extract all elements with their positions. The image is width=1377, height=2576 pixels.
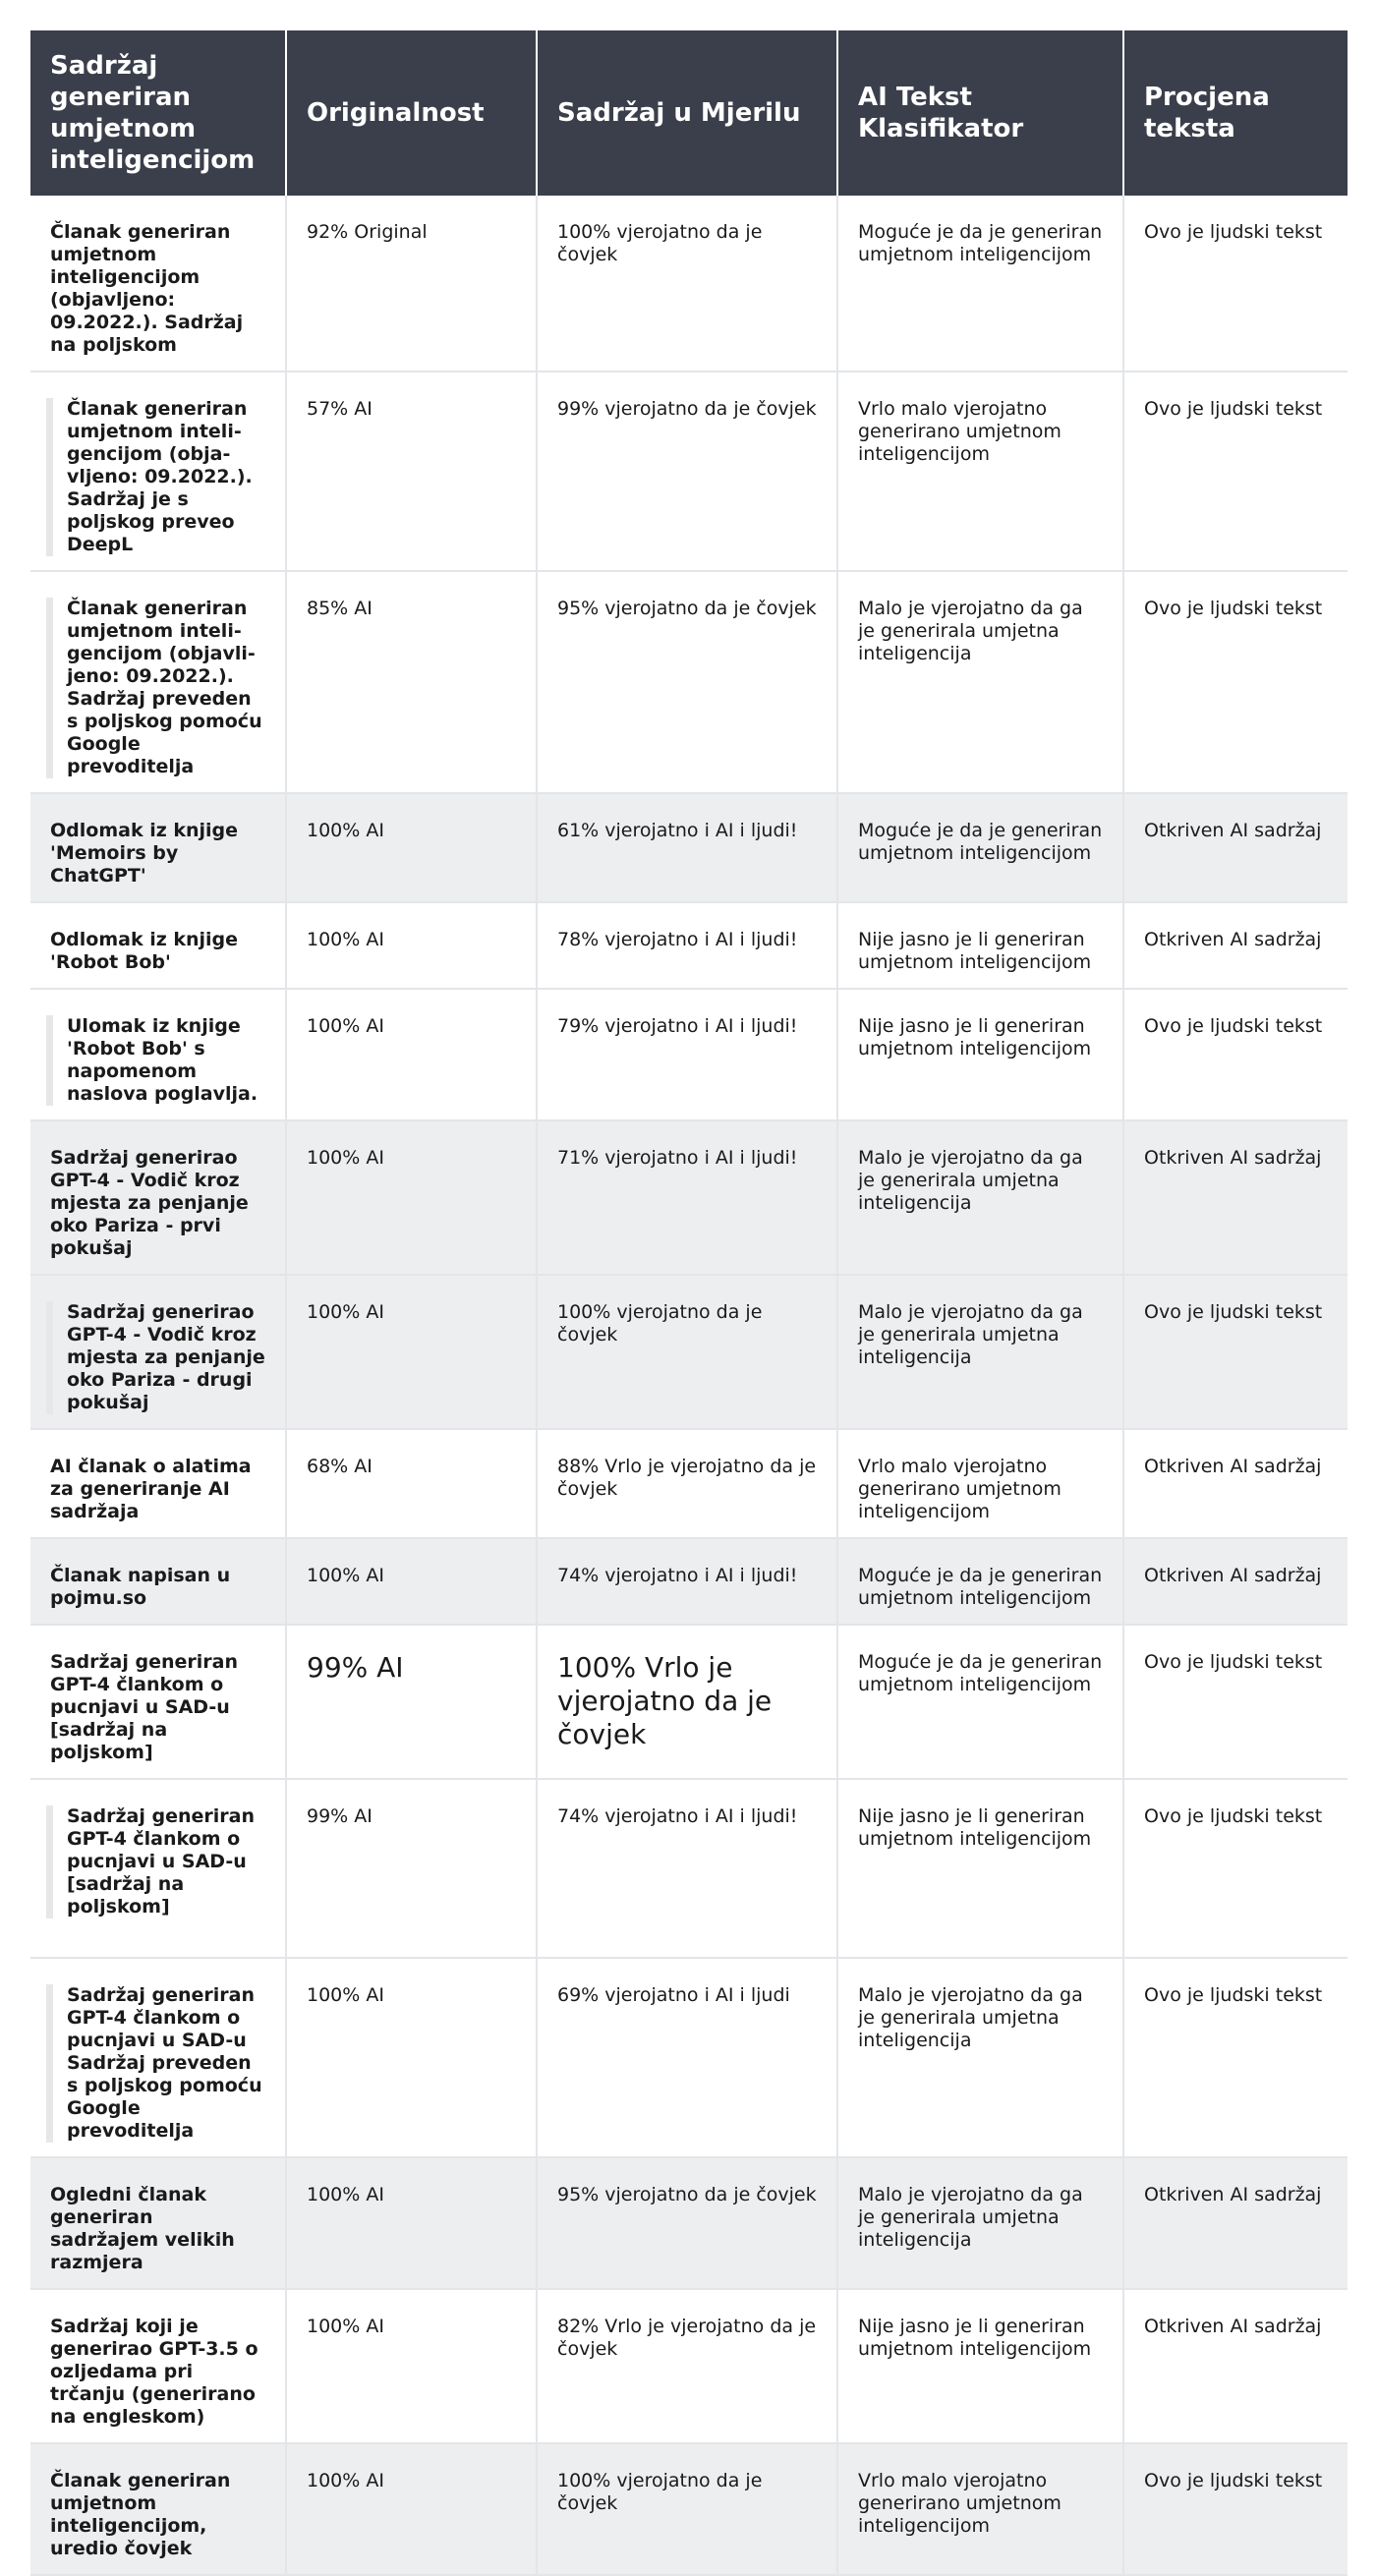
cell-classifier: Malo je vjerojatno da ga je generirala umjetna inteligencija: [837, 2157, 1123, 2289]
header-originality: Originalnost: [286, 30, 537, 196]
cell-classifier: Malo je vjerojatno da ga je generirala umjetna inteligencija: [837, 1120, 1123, 1275]
cell-content: [30, 1958, 286, 2157]
cell-classifier: Moguće je da je generiran umjetnom inteligencijom: [837, 196, 1123, 372]
header-row: [30, 30, 1348, 196]
table-body: [30, 196, 1348, 2575]
table-row: [30, 571, 1348, 793]
cell-originality: 99% AI: [286, 1625, 537, 1779]
cell-classifier: Moguće je da je generiran umjetnom inteligencijom: [837, 793, 1123, 902]
cell-assessment: Ovo je ljudski tekst: [1123, 196, 1348, 372]
cell-assessment: Ovo je ljudski tekst: [1123, 1958, 1348, 2157]
cell-assessment: Otkriven AI sadržaj: [1123, 2157, 1348, 2289]
cell-content-text: Članak generiran umjetnom inteli-gencijom (obja-vljeno: 09.2022.). Sadržaj je s poljskog preveo DeepL: [46, 398, 265, 556]
table-row: [30, 1958, 1348, 2157]
cell-originality: 100% AI: [286, 2443, 537, 2575]
cell-classifier: Vrlo malo vjerojatno generirano umjetnom inteligencijom: [837, 372, 1123, 571]
cell-content-text: Sadržaj generiran GPT-4 člankom o pucnjavi u SAD-u Sadržaj preveden s poljskog pomoću Google prevoditelja: [46, 1984, 265, 2143]
table-row: [30, 2289, 1348, 2443]
cell-classifier: Nije jasno je li generiran umjetnom inteligencijom: [837, 989, 1123, 1120]
cell-assessment: Ovo je ljudski tekst: [1123, 1625, 1348, 1779]
cell-content-at-scale: 99% vjerojatno da je čovjek: [537, 372, 837, 571]
cell-assessment: Ovo je ljudski tekst: [1123, 989, 1348, 1120]
table-row: [30, 1779, 1348, 1958]
cell-content-at-scale: 100% vjerojatno da je čovjek: [537, 2443, 837, 2575]
cell-assessment: Ovo je ljudski tekst: [1123, 1275, 1348, 1429]
cell-assessment: Ovo je ljudski tekst: [1123, 372, 1348, 571]
cell-content: Sadržaj generirao GPT-4 - Vodič kroz mjesta za penjanje oko Pariza - prvi pokušaj: [30, 1120, 286, 1275]
cell-originality: 57% AI: [286, 372, 537, 571]
cell-classifier: Malo je vjerojatno da ga je generirala umjetna inteligencija: [837, 1275, 1123, 1429]
cell-assessment: Ovo je ljudski tekst: [1123, 571, 1348, 793]
cell-content: [30, 989, 286, 1120]
cell-classifier: Vrlo malo vjerojatno generirano umjetnom inteligencijom: [837, 2443, 1123, 2575]
cell-classifier: Nije jasno je li generiran umjetnom inteligencijom: [837, 1779, 1123, 1958]
cell-content-at-scale: 100% vjerojatno da je čovjek: [537, 1275, 837, 1429]
table-row: [30, 1275, 1348, 1429]
table-row: [30, 1538, 1348, 1625]
cell-content: Odlomak iz knjige 'Memoirs by ChatGPT': [30, 793, 286, 902]
header-content-at-scale: Sadržaj u Mjerilu: [537, 30, 837, 196]
cell-assessment: Otkriven AI sadržaj: [1123, 902, 1348, 989]
cell-content-text: Ulomak iz knjige 'Robot Bob' s napomenom naslova poglavlja.: [46, 1015, 265, 1106]
cell-content: [30, 1275, 286, 1429]
cell-content-at-scale: 69% vjerojatno i AI i ljudi: [537, 1958, 837, 2157]
cell-originality: 100% AI: [286, 989, 537, 1120]
cell-classifier: Vrlo malo vjerojatno generirano umjetnom inteligencijom: [837, 1429, 1123, 1538]
cell-content-text: Sadržaj generiran GPT-4 člankom o pucnjavi u SAD-u [sadržaj na poljskom]: [46, 1805, 265, 1918]
table-row: [30, 989, 1348, 1120]
cell-content: Sadržaj generiran GPT-4 člankom o pucnjavi u SAD-u [sadržaj na poljskom]: [30, 1625, 286, 1779]
header-ai-text-classifier: AI Tekst Klasifikator: [837, 30, 1123, 196]
cell-classifier: Malo je vjerojatno da ga je generirala umjetna inteligencija: [837, 571, 1123, 793]
cell-content-at-scale: 71% vjerojatno i AI i ljudi!: [537, 1120, 837, 1275]
cell-originality: 100% AI: [286, 1958, 537, 2157]
cell-classifier: Moguće je da je generiran umjetnom inteligencijom: [837, 1625, 1123, 1779]
cell-content-at-scale: 78% vjerojatno i AI i ljudi!: [537, 902, 837, 989]
cell-content-text: Sadržaj generirao GPT-4 - Vodič kroz mjesta za penjanje oko Pariza - drugi pokušaj: [46, 1301, 265, 1414]
cell-classifier: Nije jasno je li generiran umjetnom inteligencijom: [837, 902, 1123, 989]
cell-assessment: Ovo je ljudski tekst: [1123, 2443, 1348, 2575]
cell-content: [30, 372, 286, 571]
cell-content: Članak napisan u pojmu.so: [30, 1538, 286, 1625]
cell-content: Članak generiran umjetnom inteligencijom, uredio čovjek: [30, 2443, 286, 2575]
cell-originality: 100% AI: [286, 793, 537, 902]
cell-originality: 92% Original: [286, 196, 537, 372]
header-text-assessment: Procjena teksta: [1123, 30, 1348, 196]
table-row: [30, 196, 1348, 372]
cell-originality: 99% AI: [286, 1779, 537, 1958]
cell-originality: 100% AI: [286, 1120, 537, 1275]
cell-content-at-scale: 100% vjerojatno da je čovjek: [537, 196, 837, 372]
cell-originality: 100% AI: [286, 1275, 537, 1429]
cell-content-at-scale: 88% Vrlo je vjerojatno da je čovjek: [537, 1429, 837, 1538]
cell-assessment: Otkriven AI sadržaj: [1123, 793, 1348, 902]
table-row: [30, 902, 1348, 989]
table-row: [30, 793, 1348, 902]
comparison-table: [30, 30, 1348, 2576]
cell-assessment: Otkriven AI sadržaj: [1123, 1429, 1348, 1538]
cell-originality: 100% AI: [286, 902, 537, 989]
cell-content-at-scale: 74% vjerojatno i AI i ljudi!: [537, 1538, 837, 1625]
cell-content: [30, 571, 286, 793]
table-row: [30, 2157, 1348, 2289]
cell-assessment: Ovo je ljudski tekst: [1123, 1779, 1348, 1958]
cell-content: Članak generiran umjetnom inteligencijom (objavljeno: 09.2022.). Sadržaj na poljskom: [30, 196, 286, 372]
cell-originality: 85% AI: [286, 571, 537, 793]
cell-content: Ogledni članak generiran sadržajem velikih razmjera: [30, 2157, 286, 2289]
cell-classifier: Malo je vjerojatno da ga je generirala umjetna inteligencija: [837, 1958, 1123, 2157]
table-row: [30, 1429, 1348, 1538]
table-row: [30, 1625, 1348, 1779]
table-row: [30, 2443, 1348, 2575]
cell-content: Odlomak iz knjige 'Robot Bob': [30, 902, 286, 989]
cell-content-at-scale: 79% vjerojatno i AI i ljudi!: [537, 989, 837, 1120]
cell-content-at-scale: 95% vjerojatno da je čovjek: [537, 2157, 837, 2289]
cell-content-at-scale: 82% Vrlo je vjerojatno da je čovjek: [537, 2289, 837, 2443]
cell-content-text: Članak generiran umjetnom inteli-gencijom (objavli-jeno: 09.2022.). Sadržaj preveden s poljskog pomoću Google prevoditelja: [46, 598, 265, 778]
cell-originality: 100% AI: [286, 1538, 537, 1625]
cell-content-at-scale: 61% vjerojatno i AI i ljudi!: [537, 793, 837, 902]
comparison-table-container: [30, 30, 1348, 2576]
table-row: [30, 372, 1348, 571]
cell-originality: 100% AI: [286, 2289, 537, 2443]
cell-originality: 68% AI: [286, 1429, 537, 1538]
cell-originality: 100% AI: [286, 2157, 537, 2289]
cell-assessment: Otkriven AI sadržaj: [1123, 1538, 1348, 1625]
cell-content-at-scale: 100% Vrlo je vjerojatno da je čovjek: [537, 1625, 837, 1779]
cell-assessment: Otkriven AI sadržaj: [1123, 2289, 1348, 2443]
cell-classifier: Moguće je da je generiran umjetnom inteligencijom: [837, 1538, 1123, 1625]
cell-assessment: Otkriven AI sadržaj: [1123, 1120, 1348, 1275]
cell-content-at-scale: 74% vjerojatno i AI i ljudi!: [537, 1779, 837, 1958]
cell-content: AI članak o alatima za generiranje AI sadržaja: [30, 1429, 286, 1538]
cell-content-at-scale: 95% vjerojatno da je čovjek: [537, 571, 837, 793]
header-content-type: Sadržaj generiran umjetnom inteligencijom: [30, 30, 286, 196]
cell-content: Sadržaj koji je generirao GPT-3.5 o ozljedama pri trčanju (generirano na engleskom): [30, 2289, 286, 2443]
table-header: [30, 30, 1348, 196]
table-row: [30, 1120, 1348, 1275]
cell-classifier: Nije jasno je li generiran umjetnom inteligencijom: [837, 2289, 1123, 2443]
cell-content: [30, 1779, 286, 1958]
